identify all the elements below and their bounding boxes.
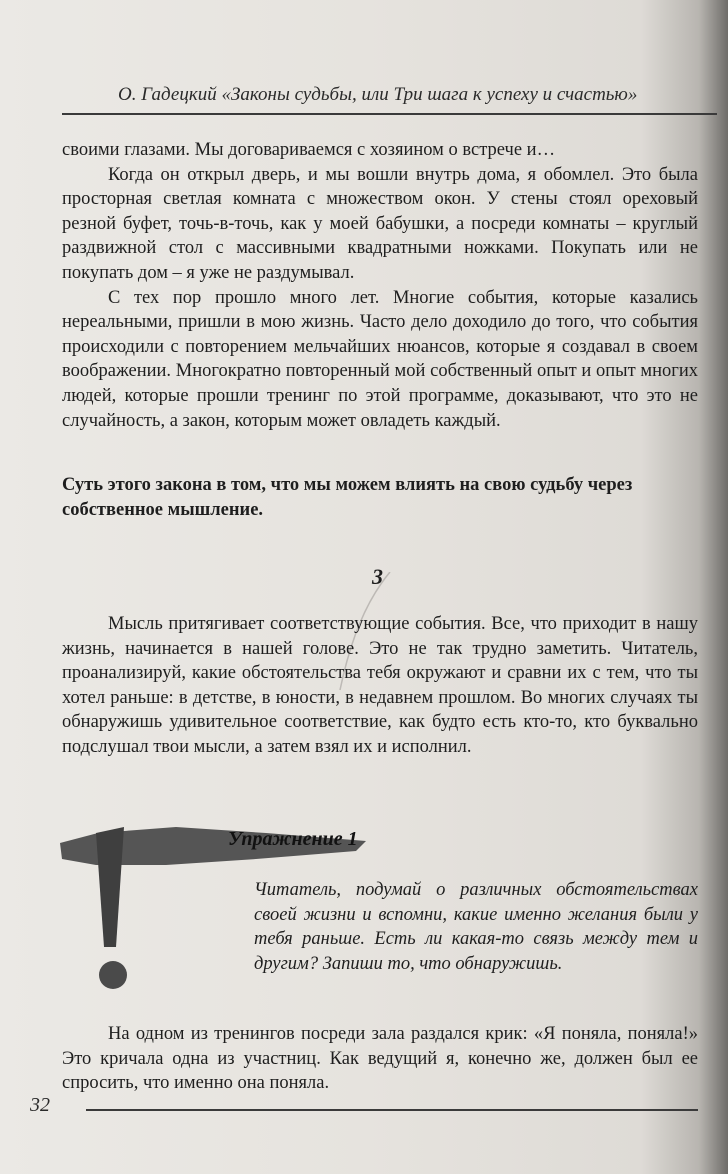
running-head: О. Гадецкий «Законы судьбы, или Три шага к успеху и счастью» — [118, 84, 638, 105]
text-block-bottom — [62, 1022, 698, 1096]
paragraph-years: С тех пор прошло много лет. Многие события, которые казались нереальными, пришли в мою жизнь. Часто дело доходило до того, что события происходили с повторением мельчайших нюансов, которые я создавал в своем воображении. Многократно повторенный мой собственный опыт и опыт многих людей, которые прошли тренинг по этой программе, доказывают, что это не случайность, а закон, которым может овладеть каждый. — [62, 287, 698, 431]
paragraph-thought: Мысль притягивает соответствующие события. Все, что приходит в нашу жизнь, начинается в нашей голове. Это не так трудно заметить. Читатель, проанализируй, какие обстоятельства тебя окружают и сравни их с тем, что ты хотел раньше: в детстве, в юности, в недавнем прошлом. Во многих случаях ты обнаружишь удивительное соответствие, как будто есть кто-то, кто буквально подслушал твои мысли, а затем взял их и исполнил. — [62, 614, 698, 757]
paragraph-door: Когда он открыл дверь, и мы вошли внутрь дома, я обомлел. Это была просторная светлая комната с множеством окон. У стены стоял ореховый резной буфет, точь-в-точь, как у моей бабушки, а посреди комнаты – круглый раздвижной стол с массивными квадратными ножками. Покупать или не покупать дом – я уже не раздумывал. — [62, 164, 698, 283]
paragraph-continuation: своими глазами. Мы договариваемся с хозяином о встрече и… — [62, 140, 556, 160]
key-statement: Суть этого закона в том, что мы можем влиять на свою судьбу через собственное мышление. — [62, 475, 633, 520]
footer-rule — [86, 1109, 698, 1111]
text-block-top — [62, 138, 698, 433]
exercise-body — [254, 878, 698, 976]
header-rule — [62, 113, 717, 115]
exercise-title: Упражнение 1 — [228, 828, 358, 850]
page-number: 32 — [30, 1094, 50, 1116]
exercise-text: Читатель, подумай о различных обстоятельствах своей жизни и вспомни, какие именно желания были у тебя раньше. Есть ли какая-то связь между тем и другим? Запиши то, что обнаружишь. — [254, 880, 698, 974]
text-block-mid — [62, 612, 698, 760]
paragraph-training: На одном из тренингов посреди зала раздался крик: «Я поняла, поняла!» Это кричала одна из участниц. Как ведущий я, конечно же, должен был ее спросить, что именно она поняла. — [62, 1024, 698, 1094]
section-number: 3 — [372, 564, 383, 589]
